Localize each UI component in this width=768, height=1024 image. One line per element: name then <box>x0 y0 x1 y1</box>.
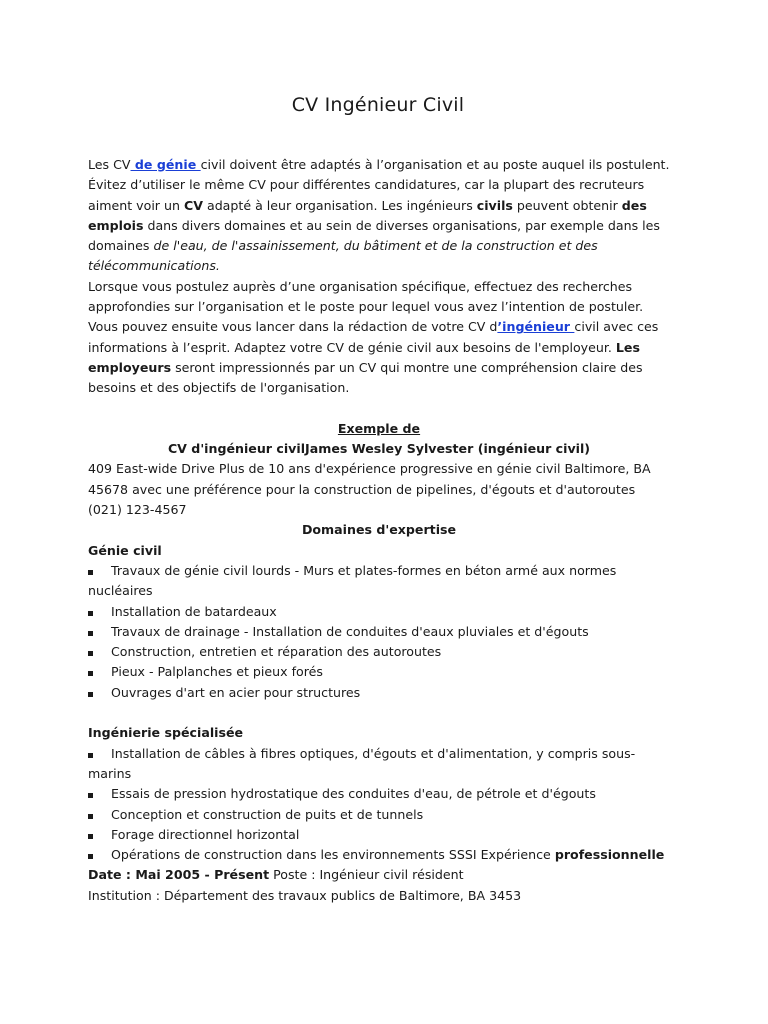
example-subheading-text: CV d'ingénieur civilJames Wesley Sylvester (ingénieur civil) <box>167 441 591 457</box>
list-item-text: Opérations de construction dans les environnements SSSI Expérience <box>111 847 555 863</box>
job-poste: Poste : Ingénieur civil résident <box>269 867 464 883</box>
intro-text: adapté à leur organisation. Les ingénieurs <box>202 197 477 213</box>
list-item-bold: professionnelle <box>554 847 665 863</box>
intro-bold-cv: CV <box>183 197 203 213</box>
spacer <box>88 399 670 419</box>
link-ingenieur[interactable]: ’ingénieur <box>497 319 575 335</box>
bullet-icon <box>88 651 93 656</box>
job-institution: Institution : Département des travaux publics de Baltimore, BA 3453 <box>88 887 522 903</box>
list-item <box>88 744 670 785</box>
bullet-icon <box>88 692 93 697</box>
list-item-text: Conception et construction de puits et de tunnels <box>111 806 424 822</box>
list-item-text: Pieux - Palplanches et pieux forés <box>111 664 323 680</box>
domains-heading <box>88 520 670 540</box>
bullet-icon <box>88 631 93 636</box>
intro-italic-domains: de l'eau, de l'assainissement, du bâtiment et de la construction et des télécommunications. <box>88 238 598 274</box>
ingenierie-heading <box>88 723 670 743</box>
list-item-text: Installation de batardeaux <box>111 603 277 619</box>
address-line: 409 East-wide Drive Plus de 10 ans d'expérience progressive en génie civil Baltimore, BA 45678 avec une préférence pour la construction de pipelines, d'égouts et d'autoroutes <box>88 461 651 497</box>
bullet-icon <box>88 793 93 798</box>
ingenierie-list <box>88 744 670 866</box>
intro-text: seront impressionnés par un CV qui montre une compréhension claire des besoins et des objectifs de l'organisation. <box>88 359 643 396</box>
document-body <box>88 155 670 906</box>
job-date-line <box>88 865 670 885</box>
example-subheading <box>88 439 670 459</box>
bullet-icon <box>88 854 93 859</box>
bullet-icon <box>88 834 93 839</box>
genie-civil-heading-text: Génie civil <box>88 542 162 558</box>
intro-text: civil avec ces informations à l’esprit. Adaptez votre CV de génie civil aux besoins de l'employeur. <box>88 319 659 355</box>
link-genie[interactable]: de génie <box>130 157 201 172</box>
bullet-icon <box>88 570 93 575</box>
page-title: CV Ingénieur Civil <box>291 94 465 116</box>
list-item-text: Installation de câbles à fibres optiques, d'égouts et d'alimentation, y compris sous-marins <box>88 745 636 781</box>
list-item <box>88 825 670 845</box>
list-item-text: Travaux de génie civil lourds - Murs et plates-formes en béton armé aux normes nucléaires <box>88 562 617 599</box>
list-item <box>88 561 670 602</box>
list-item-text: Forage directionnel horizontal <box>111 826 300 842</box>
spacer <box>88 703 670 723</box>
intro-bold-civils: civils <box>476 197 513 213</box>
list-item-text: Essais de pression hydrostatique des conduites d'eau, de pétrole et d'égouts <box>111 786 596 802</box>
phone-line: (021) 123-4567 <box>88 502 187 518</box>
example-heading-text: Exemple de <box>337 420 421 436</box>
list-item-text: Construction, entretien et réparation des autoroutes <box>111 644 442 660</box>
list-item <box>88 784 670 804</box>
genie-civil-list <box>88 561 670 703</box>
list-item <box>88 602 670 622</box>
domains-heading-text: Domaines d'expertise <box>301 522 457 538</box>
list-item <box>88 805 670 825</box>
bullet-icon <box>88 814 93 819</box>
job-date: Date : Mai 2005 - Présent <box>88 867 270 883</box>
intro-text: Les CV <box>88 157 131 172</box>
example-heading <box>88 419 670 439</box>
intro-bold-employeurs: Les employeurs <box>88 339 640 375</box>
list-item <box>88 683 670 703</box>
list-item <box>88 622 670 642</box>
intro-paragraph-1 <box>88 155 670 277</box>
list-item-text: Ouvrages d'art en acier pour structures <box>111 684 361 700</box>
list-item <box>88 642 670 662</box>
intro-text: dans divers domaines et au sein de diverses organisations, par exemple dans les domaines <box>88 217 660 254</box>
ingenierie-heading-text: Ingénierie spécialisée <box>88 725 244 741</box>
intro-text: civil doivent être adaptés à l’organisation et au poste auquel ils postulent. Évitez d’utiliser le même CV pour différentes candidatures, car la plupart des recruteurs aiment voir un <box>88 157 670 213</box>
bullet-icon <box>88 753 93 758</box>
intro-paragraph-2 <box>88 277 670 399</box>
bullet-icon <box>88 671 93 676</box>
list-item <box>88 662 670 682</box>
intro-text: Lorsque vous postulez auprès d’une organisation spécifique, effectuez des recherches approfondies sur l’organisation et le poste pour lequel vous avez l’intention de postuler. Vous pouvez ensuite vous lancer dans la rédaction de votre CV d <box>88 278 644 335</box>
intro-text: peuvent obtenir <box>512 197 622 213</box>
bullet-icon <box>88 611 93 616</box>
genie-civil-heading <box>88 541 670 561</box>
list-item-text: Travaux de drainage - Installation de conduites d'eaux pluviales et d'égouts <box>111 623 589 639</box>
list-item <box>88 845 670 865</box>
intro-bold-emplois: des emplois <box>88 197 647 233</box>
